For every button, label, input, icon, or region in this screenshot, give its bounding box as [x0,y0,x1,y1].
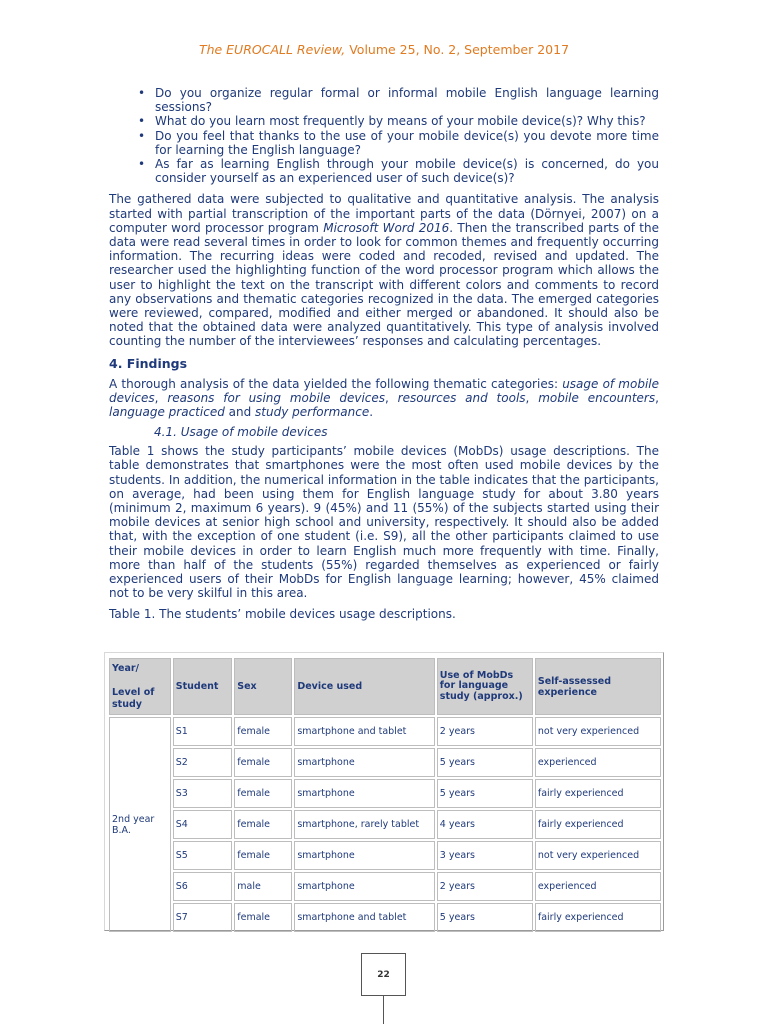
cell-sex: female [234,779,292,808]
category-language: language practiced [109,405,225,420]
header-year [109,658,171,715]
cell-device: smartphone and tablet [294,717,434,746]
cell-device: smartphone [294,872,434,901]
year-level-cell: 2nd year B.A. [109,717,171,932]
cell-use: 5 years [437,903,533,932]
cell-sex: female [234,903,292,932]
category-performance: study performance [255,405,370,420]
conjunction: and [224,405,256,420]
journal-name: The EUROCALL Review, [198,42,346,57]
cell-sex: male [234,872,292,901]
table-header-row [109,658,661,715]
cell-experience: fairly experienced [535,810,661,839]
list-item: • As far as learning English through your mobile device(s) is concerned, do you consider yourself as an experienced user of such device(s)? [155,157,659,185]
cell-sex: female [234,748,292,777]
list-item: • Do you organize regular formal or informal mobile English language learning sessions? [155,86,659,114]
category-resources: resources and tools [397,390,526,405]
cell-experience: fairly experienced [535,779,661,808]
category-encounters: mobile encounters [538,390,656,405]
table-row [109,810,661,839]
table-row [109,872,661,901]
header-student: Student [173,658,232,715]
para2-intro: A thorough analysis of the data yielded the following thematic categories: [109,376,563,391]
header-year-line2: Level of study [112,686,155,710]
analysis-paragraph [109,192,659,348]
cell-use: 2 years [437,717,533,746]
software-name: Microsoft Word 2016 [323,220,450,235]
article-body [109,86,659,621]
table-caption: Table 1. The students’ mobile devices usage descriptions. [109,606,456,621]
header-self-assessed: Self-assessed experience [535,658,661,715]
table-row [109,841,661,870]
header-use: Use of MobDs for language study (approx.) [437,658,533,715]
cell-device: smartphone [294,748,434,777]
findings-paragraph [109,377,659,420]
usage-table [107,656,663,934]
para1-before: The gathered data were subjected to qualitative and quantitative analysis. The analysis started with partial transcription of the important parts of the data (Dörnyei, 2007) on a computer word processor program [109,192,659,235]
table-row [109,903,661,932]
usage-paragraph: Table 1 shows the study participants’ mobile devices (MobDs) usage descriptions. The table demonstrates that smartphones were the most often used mobile devices by the students. In addition, the numerical information in the table indicates that the participants, on average, had been using them for English language study for about 3.80 years (minimum 2, maximum 6 years). 9 (45%) and 11 (55%) of the subjects started using their mobile devices at senior high school and university, respectively. It should also be added that, with the exception of one student (i.e. S9), all the other participants claimed to use their mobile devices in order to learn English much more frequently with time. Finally, more than half of the students (55%) regarded themselves as experienced or fairly experienced users of their MobDs for English language learning; however, 45% claimed not to be very skilful in this area. [109,444,659,601]
cell-student: S6 [173,872,232,901]
subsection-title: 4.1. Usage of mobile devices [154,425,328,440]
cell-device: smartphone, rarely tablet [294,810,434,839]
separator: , [154,390,168,405]
cell-experience: not very experienced [535,841,661,870]
table-row [109,748,661,777]
page-number: 22 [361,953,406,996]
interview-questions-list [109,86,659,185]
table-row [109,779,661,808]
cell-student: S3 [173,779,232,808]
cell-student: S2 [173,748,232,777]
cell-use: 4 years [437,810,533,839]
table-row [109,717,661,746]
cell-device: smartphone [294,779,434,808]
cell-student: S4 [173,810,232,839]
category-reasons: reasons for using mobile devices [167,390,386,405]
header-year-line1: Year/ [112,662,140,674]
list-item: • What do you learn most frequently by means of your mobile device(s)? Why this? [155,114,659,128]
cell-device: smartphone and tablet [294,903,434,932]
cell-sex: female [234,841,292,870]
section-title: 4. Findings [109,355,188,371]
cell-student: S7 [173,903,232,932]
cell-use: 2 years [437,872,533,901]
cell-device: smartphone [294,841,434,870]
cell-sex: female [234,810,292,839]
separator: , [525,390,539,405]
separator: , [655,390,659,405]
list-item: • Do you feel that thanks to the use of your mobile device(s) you devote more time for learning the English language? [155,129,659,157]
page-number-connector [383,996,384,1024]
cell-experience: not very experienced [535,717,661,746]
cell-sex: female [234,717,292,746]
category-usage: usage of mobile devices [109,376,660,405]
cell-student: S1 [173,717,232,746]
header-sex: Sex [234,658,292,715]
journal-issue: Volume 25, No. 2, September 2017 [345,42,570,57]
cell-use: 5 years [437,748,533,777]
cell-use: 5 years [437,779,533,808]
table-frame [104,652,664,931]
cell-use: 3 years [437,841,533,870]
cell-experience: experienced [535,748,661,777]
header-device: Device used [294,658,434,715]
separator: , [385,390,398,405]
period: . [369,405,374,420]
journal-header [0,42,768,57]
cell-experience: fairly experienced [535,903,661,932]
cell-experience: experienced [535,872,661,901]
para1-after: . Then the transcribed parts of the data were read several times in order to look for common themes and frequently occurring information. The recurring ideas were coded and recoded, revised and updated. The researcher used the highlighting function of the word processor program which allows the user to highlight the text on the transcript with different colors and comments to record any observations and thematic categories recognized in the data. The emerged categories were reviewed, compared, modified and either merged or abandoned. It should also be noted that the obtained data were analyzed quantitatively. This type of analysis involved counting the number of the interviewees’ responses and calculating percentages. [109,220,659,349]
cell-student: S5 [173,841,232,870]
